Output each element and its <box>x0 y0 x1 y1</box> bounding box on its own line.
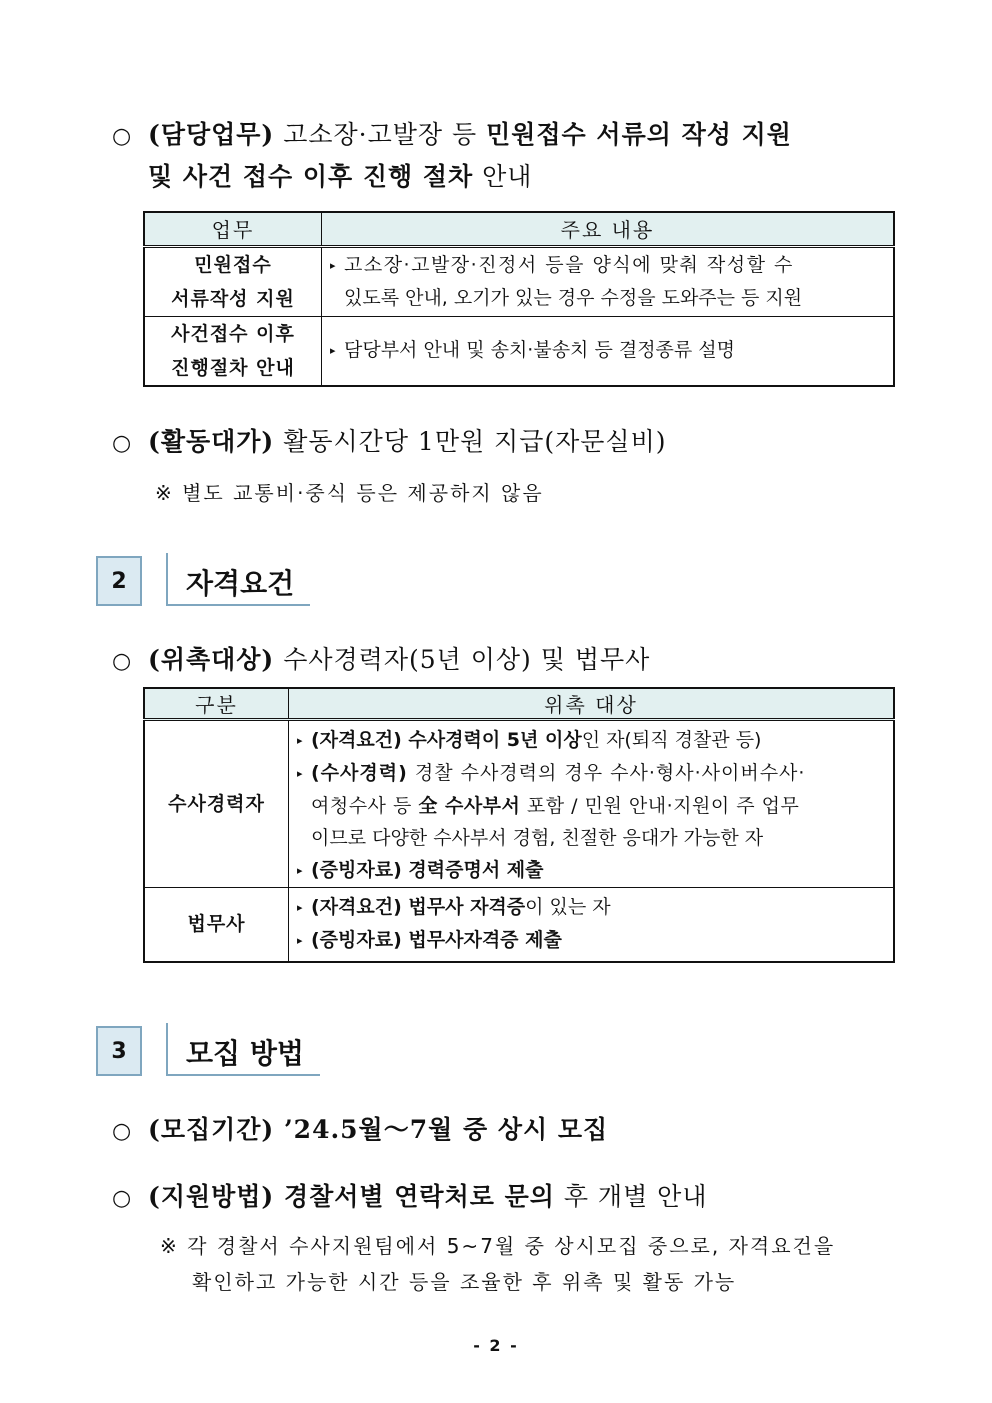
triangle-icon: ▸ <box>330 258 338 272</box>
pay-label: (활동대가) <box>148 427 275 456</box>
section-title-3: 모집 방법 <box>186 1037 304 1070</box>
duty-text: 고소장·고발장 등 <box>274 120 487 149</box>
section-divider <box>166 1023 168 1075</box>
target-paragraph <box>112 640 650 676</box>
apply-note-line1: ※ 각 경찰서 수사지원팀에서 5~7월 중 상시모집 중으로, 자격요건을 <box>160 1234 836 1258</box>
table-cell-category: 사건접수 이후 진행절차 안내 <box>144 316 322 386</box>
period-paragraph <box>112 1110 608 1146</box>
duty-bold-2: 및 사건 접수 이후 진행 절차 <box>148 162 474 191</box>
table-cell-category: 법무사 <box>144 888 289 962</box>
apply-paragraph <box>112 1177 707 1213</box>
table-row <box>144 720 894 888</box>
table-row <box>144 888 894 962</box>
pay-note: ※ 별도 교통비·중식 등은 제공하지 않음 <box>155 481 544 505</box>
target-text: 수사경력자(5년 이상) 및 법무사 <box>274 645 651 674</box>
triangle-icon: ▸ <box>297 934 303 948</box>
table-row <box>144 316 894 386</box>
bullet-circle: ○ <box>112 1186 133 1211</box>
section-title-2: 자격요건 <box>186 567 295 600</box>
section-divider <box>166 553 168 605</box>
table-row <box>144 246 894 316</box>
table-header-content: 주요 내용 <box>322 212 895 246</box>
qualification-table <box>143 687 895 963</box>
table-header-category: 구분 <box>144 688 289 720</box>
bullet-circle: ○ <box>112 431 133 456</box>
section-number-3: 3 <box>96 1026 142 1076</box>
table-cell-category: 민원접수 서류작성 지원 <box>144 246 322 316</box>
table-cell-category: 수사경력자 <box>144 720 289 888</box>
triangle-icon: ▸ <box>297 766 304 780</box>
table-header-duty: 업무 <box>144 212 322 246</box>
section-underline <box>166 1074 320 1076</box>
apply-note-line2: 확인하고 가능한 시간 등을 조율한 후 위촉 및 활동 가능 <box>192 1270 737 1294</box>
section-underline <box>166 604 310 606</box>
table-cell-content: ▸ (자격요건) 수사경력이 5년 이상인 자(퇴직 경찰관 등) ▸ (수사경력) 경찰 수사경력의 경우 수사·형사·사이버수사· 여청수사 등 全 수사부서 포함 / 민원 안내·지원이 주 업무 이므로 다양한 수사부서 경험, 친절한 응대가 가능한 자 ▸ (증빙자료) 경력증명서 제출 <box>289 720 895 888</box>
section-number-2: 2 <box>96 556 142 606</box>
period-label: (모집기간) <box>148 1115 275 1144</box>
target-label: (위촉대상) <box>148 645 275 674</box>
duty-label: (담당업무) <box>148 120 275 149</box>
table-header-target: 위촉 대상 <box>289 688 895 720</box>
period-text: ’24.5월～7월 중 상시 모집 <box>274 1115 609 1144</box>
pay-text: 활동시간당 1만원 지급(자문실비) <box>274 427 667 456</box>
pay-paragraph <box>112 422 666 458</box>
apply-label: (지원방법) <box>148 1182 275 1211</box>
triangle-icon: ▸ <box>297 901 303 915</box>
table-cell-content: ▸ 고소장·고발장·진정서 등을 양식에 맞춰 작성할 수 있도록 안내, 오기가 있는 경우 수정을 도와주는 등 지원 <box>322 246 895 316</box>
duty-bold-1: 민원접수 서류의 작성 지원 <box>486 120 792 149</box>
duty-paragraph-line2 <box>148 157 532 193</box>
duty-paragraph <box>112 115 792 151</box>
bullet-circle: ○ <box>112 649 133 674</box>
table-cell-content: ▸ 담당부서 안내 및 송치·불송치 등 결정종류 설명 <box>322 316 895 386</box>
page-number: - 2 - <box>473 1336 519 1355</box>
bullet-circle: ○ <box>112 1119 133 1144</box>
bullet-circle: ○ <box>112 124 133 149</box>
table-cell-content: ▸ (자격요건) 법무사 자격증이 있는 자 ▸ (증빙자료) 법무사자격증 제출 <box>289 888 895 962</box>
duty-text-2: 안내 <box>473 162 533 191</box>
duty-table <box>143 211 895 387</box>
apply-bold: 경찰서별 연락처로 문의 <box>274 1182 555 1211</box>
triangle-icon: ▸ <box>330 344 336 357</box>
triangle-icon: ▸ <box>297 863 303 877</box>
apply-text: 후 개별 안내 <box>554 1182 708 1211</box>
triangle-icon: ▸ <box>297 733 303 747</box>
